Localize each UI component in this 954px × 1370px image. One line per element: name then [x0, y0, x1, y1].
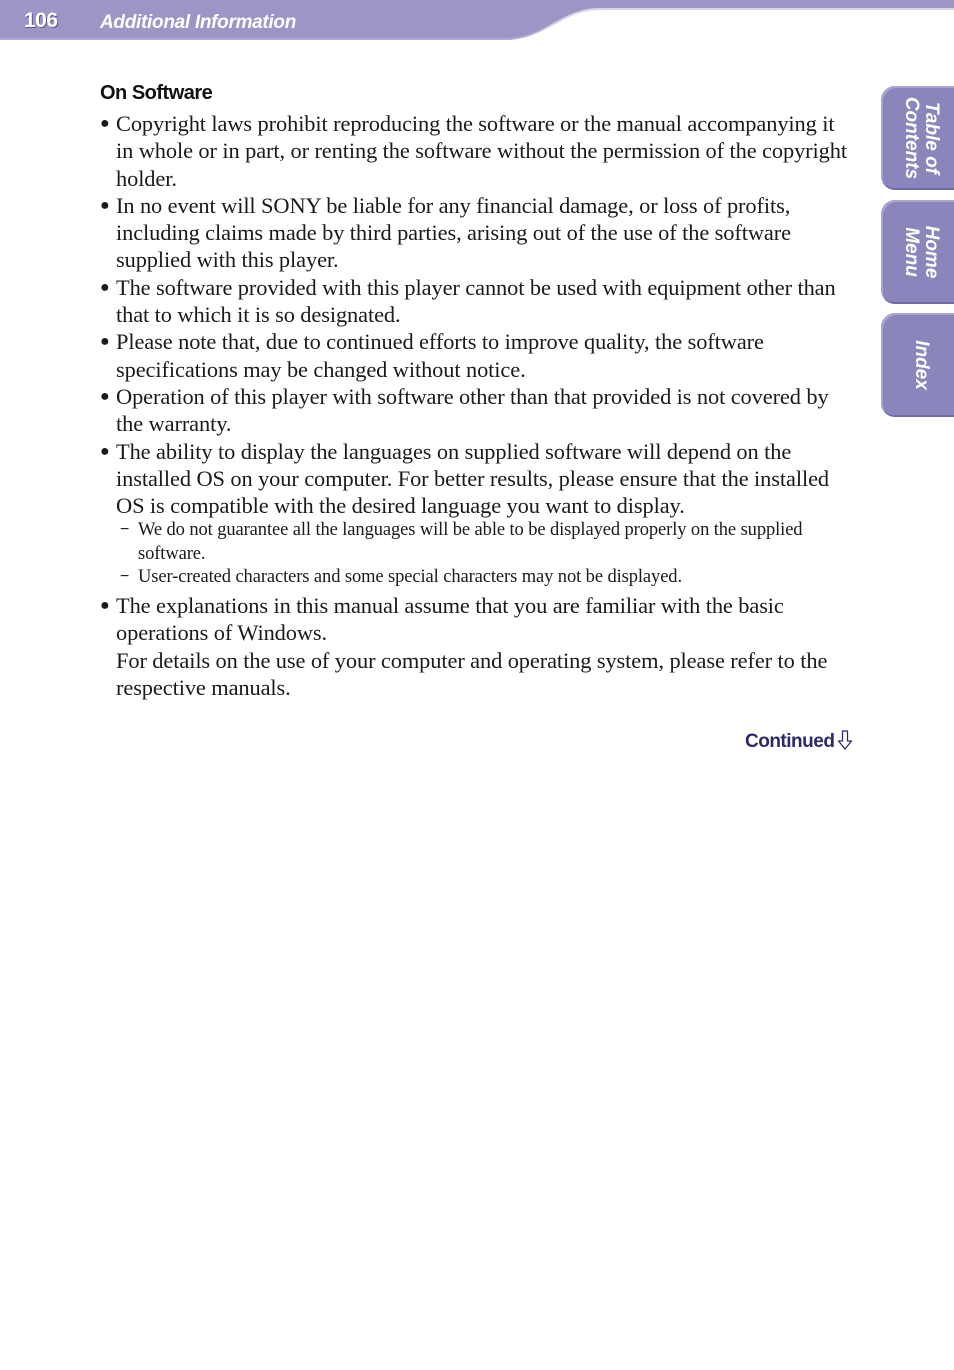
dash-icon: − — [120, 521, 130, 539]
tab-home-menu[interactable] — [881, 200, 954, 304]
list-item — [100, 110, 850, 192]
list-item-text: The explanations in this manual assume that you are familiar with the basic operations of Windows. — [116, 592, 784, 646]
list-item-text: The ability to display the languages on supplied software will depend on the installed OS on your computer. For better results, please ensure that the installed OS is compatible with the desired language you want to display. — [116, 438, 830, 519]
continued-link[interactable] — [745, 730, 853, 753]
bullet-icon: ● — [100, 196, 110, 214]
bullet-icon: ● — [100, 442, 110, 460]
bullet-icon: ● — [100, 333, 110, 351]
sub-note-text: We do not guarantee all the languages will be able to be displayed properly on the supplied software. — [138, 520, 803, 564]
tab-label: Home Menu — [901, 225, 942, 279]
list-item — [100, 192, 850, 274]
tab-label: Index — [911, 340, 932, 390]
list-item — [100, 274, 850, 329]
page-number: 106 — [24, 9, 58, 32]
section-heading: On Software — [100, 82, 213, 104]
bullet-icon: ● — [100, 115, 110, 132]
bullet-icon: ● — [100, 278, 110, 296]
bullet-icon: ● — [100, 596, 110, 614]
list-item-text: In no event will SONY be liable for any financial damage, or loss of profits, including claims made by third parties, arising out of the use of the software supplied with this player. — [116, 192, 791, 273]
list-item — [100, 592, 850, 701]
bullet-icon: ● — [100, 387, 110, 405]
section-title: Additional Information — [100, 12, 297, 33]
list-item-continuation: For details on the use of your computer and operating system, please refer to the respective manuals. — [116, 647, 828, 700]
sub-note — [116, 566, 850, 590]
down-arrow-outline-icon — [837, 730, 853, 750]
tab-index[interactable] — [881, 313, 954, 417]
sub-note-text: User-created characters and some special characters may not be displayed. — [138, 567, 682, 588]
list-item-text: The software provided with this player cannot be used with equipment other than that to which it is so designated. — [116, 274, 836, 328]
list-item-text: Operation of this player with software other than that provided is not covered by the warranty. — [116, 383, 829, 437]
list-item-text: Copyright laws prohibit reproducing the software or the manual accompanying it in whole or in part, or renting the software without the permission of the copyright holder. — [116, 111, 847, 191]
main-content — [100, 80, 850, 701]
page-header — [0, 0, 954, 40]
list-item — [100, 438, 850, 590]
list-item — [100, 328, 850, 383]
list-item — [100, 383, 850, 438]
sub-note — [116, 519, 850, 566]
bullet-list — [100, 110, 850, 701]
list-item-text: Please note that, due to continued efforts to improve quality, the software specifications may be changed without notice. — [116, 329, 764, 382]
tab-label: Table of Contents — [901, 96, 942, 180]
continued-label: Continued — [745, 731, 835, 752]
tab-table-of-contents[interactable] — [881, 86, 954, 190]
sub-note-list — [116, 519, 850, 590]
dash-icon: − — [120, 568, 130, 586]
